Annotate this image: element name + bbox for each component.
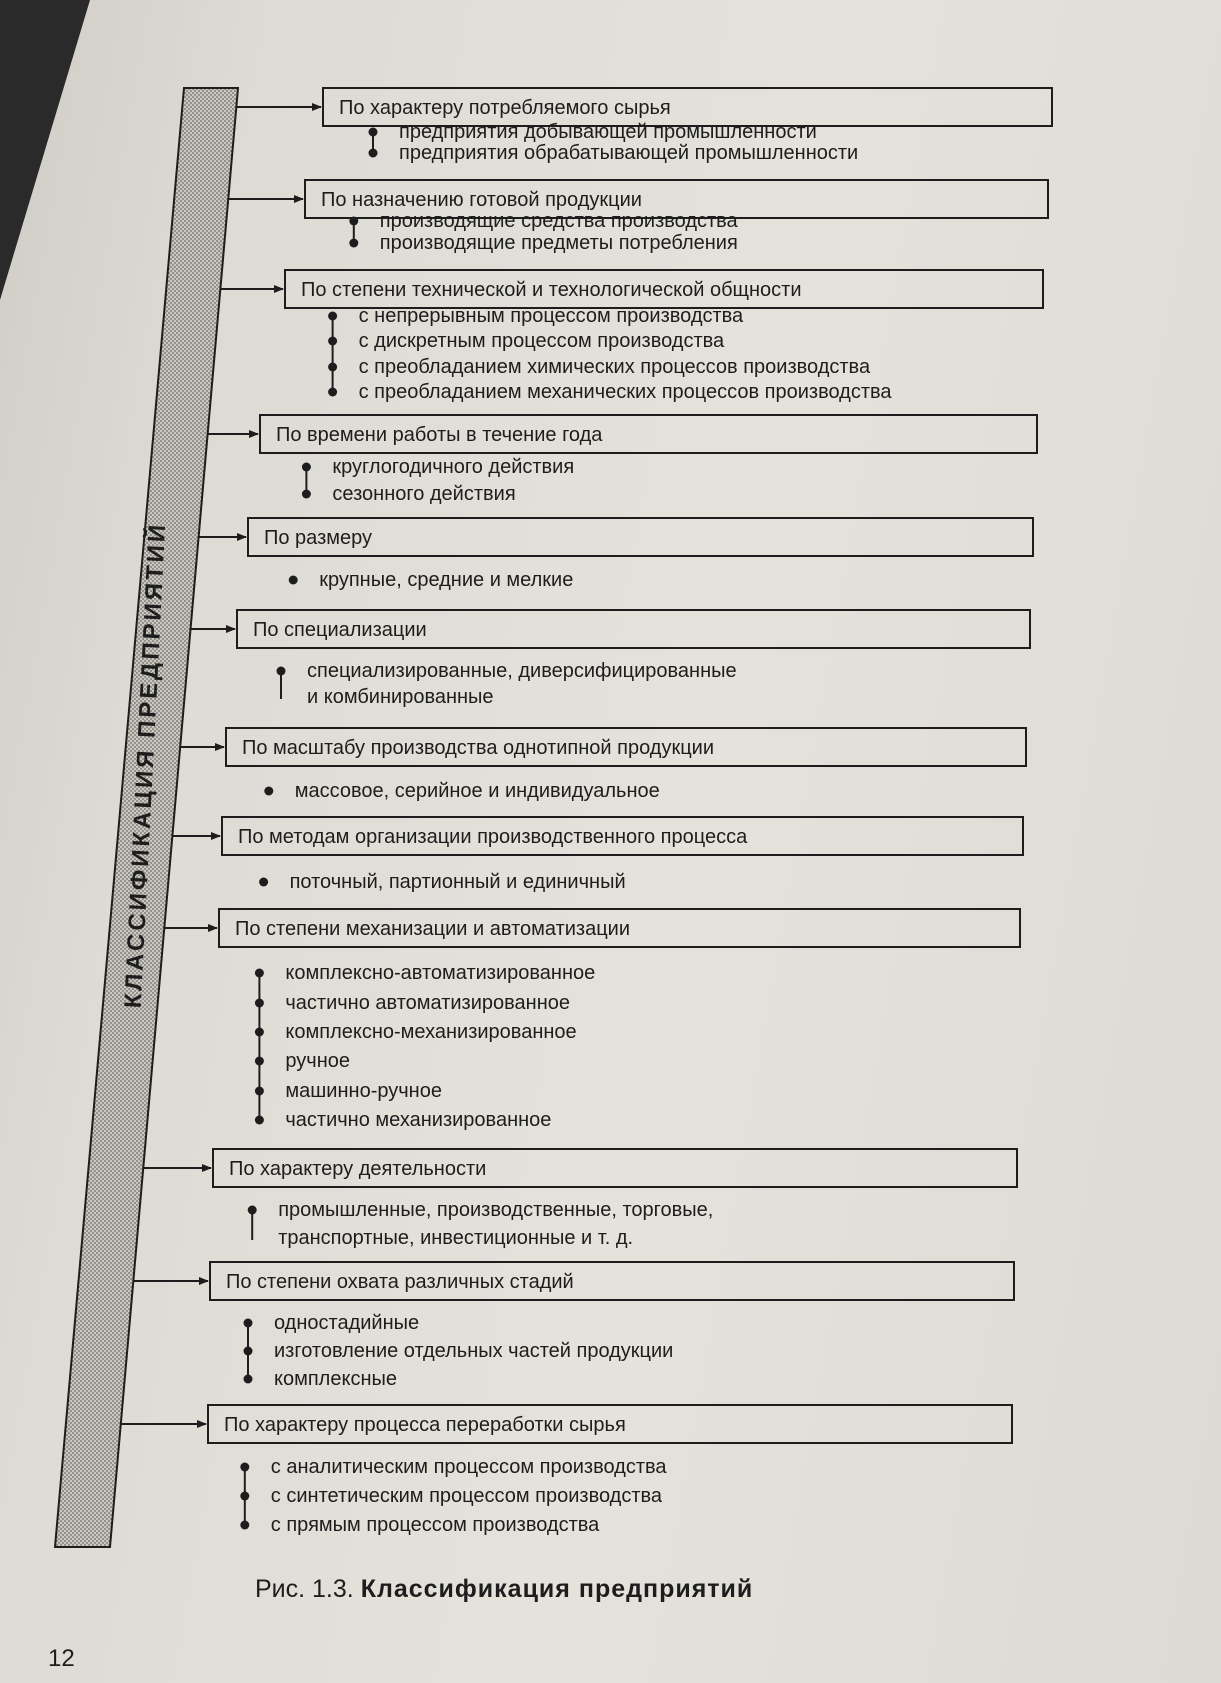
category-item: транспортные, инвестиционные и т. д. xyxy=(278,1227,634,1249)
category-item: специализированные, диверсифицированные xyxy=(307,660,737,682)
bullet-dot xyxy=(255,1087,264,1096)
category-item: с синтетическим процессом производства xyxy=(270,1485,663,1507)
bullet-dot xyxy=(248,1206,257,1215)
bullet-dot xyxy=(244,1347,253,1356)
category-item: круглогодичного действия xyxy=(332,456,575,478)
category-label: По характеру потребляемого сырья xyxy=(339,97,671,119)
bullet-dot xyxy=(302,463,311,472)
bullet-dot xyxy=(369,149,378,158)
category-item: с аналитическим процессом производства xyxy=(270,1456,667,1478)
figure-caption xyxy=(255,1575,753,1604)
bullet-dot xyxy=(369,128,378,137)
category-item: производящие средства производства xyxy=(379,210,738,232)
category-item: комплексные xyxy=(274,1368,397,1390)
bullet-dot xyxy=(328,337,337,346)
category-label: По степени технической и технологической общности xyxy=(301,279,802,301)
category-item: одностадийные xyxy=(274,1312,420,1334)
category-item: ручное xyxy=(285,1050,351,1072)
category-label: По характеру процесса переработки сырья xyxy=(224,1414,626,1436)
category-label: По масштабу производства однотипной продукции xyxy=(242,737,715,759)
category-item: частично механизированное xyxy=(285,1109,552,1131)
bullet-dot xyxy=(255,1116,264,1125)
category-item: сезонного действия xyxy=(332,483,516,505)
bullet-dot xyxy=(349,239,358,248)
bullet-dot xyxy=(328,388,337,397)
category-item: с дискретным процессом производства xyxy=(358,330,725,352)
bullet-dot xyxy=(349,217,358,226)
category-label: По размеру xyxy=(264,527,373,549)
category-item: предприятия добывающей промышленности xyxy=(399,121,817,143)
bullet-dot xyxy=(255,1057,264,1066)
bullet-dot xyxy=(240,1463,249,1472)
category-label: По специализации xyxy=(253,619,427,641)
caption-prefix: Рис. 1.3. xyxy=(255,1575,354,1603)
bullet-dot xyxy=(277,667,286,676)
category-item: предприятия обрабатывающей промышленности xyxy=(399,142,859,164)
bullet-dot xyxy=(240,1492,249,1501)
category-item: частично автоматизированное xyxy=(285,992,571,1014)
category-label: По характеру деятельности xyxy=(229,1158,487,1180)
category-label: По степени механизации и автоматизации xyxy=(235,918,630,940)
category-item: и комбинированные xyxy=(307,686,494,708)
category-label: По методам организации производственного процесса xyxy=(238,826,748,848)
bullet-dot xyxy=(255,999,264,1008)
category-item: с преобладанием химических процессов производства xyxy=(358,356,871,378)
bullet-dot xyxy=(289,576,298,585)
category-item: с преобладанием механических процессов производства xyxy=(358,381,892,403)
category-item: поточный, партионный и единичный xyxy=(289,871,626,893)
category-item: промышленные, производственные, торговые, xyxy=(278,1199,714,1221)
category-item: производящие предметы потребления xyxy=(379,232,738,254)
category-item: с непрерывным процессом производства xyxy=(358,305,744,327)
bullet-dot xyxy=(328,363,337,372)
category-item: массовое, серийное и индивидуальное xyxy=(294,780,660,802)
category-item: машинно-ручное xyxy=(285,1080,442,1102)
category-label: По времени работы в течение года xyxy=(276,424,603,446)
category-item: с прямым процессом производства xyxy=(270,1514,600,1536)
bullet-dot xyxy=(255,1028,264,1037)
category-item: изготовление отдельных частей продукции xyxy=(274,1340,674,1362)
bullet-dot xyxy=(259,878,268,887)
category-item: комплексно-автоматизированное xyxy=(285,962,596,984)
bullet-dot xyxy=(244,1319,253,1328)
bullet-dot xyxy=(328,312,337,321)
bullet-dot xyxy=(244,1375,253,1384)
category-item: комплексно-механизированное xyxy=(285,1021,577,1043)
category-label: По степени охвата различных стадий xyxy=(226,1271,574,1293)
category-item: крупные, средние и мелкие xyxy=(319,569,574,591)
bullet-dot xyxy=(255,969,264,978)
bullet-dot xyxy=(240,1521,249,1530)
bullet-dot xyxy=(302,490,311,499)
bullet-dot xyxy=(264,787,273,796)
root-label: КЛАССИФИКАЦИЯ ПРЕДПРИЯТИЙ xyxy=(119,521,172,1009)
caption-title: Классификация предприятий xyxy=(360,1575,754,1603)
page-number: 12 xyxy=(48,1645,75,1672)
category-label: По назначению готовой продукции xyxy=(321,189,642,211)
